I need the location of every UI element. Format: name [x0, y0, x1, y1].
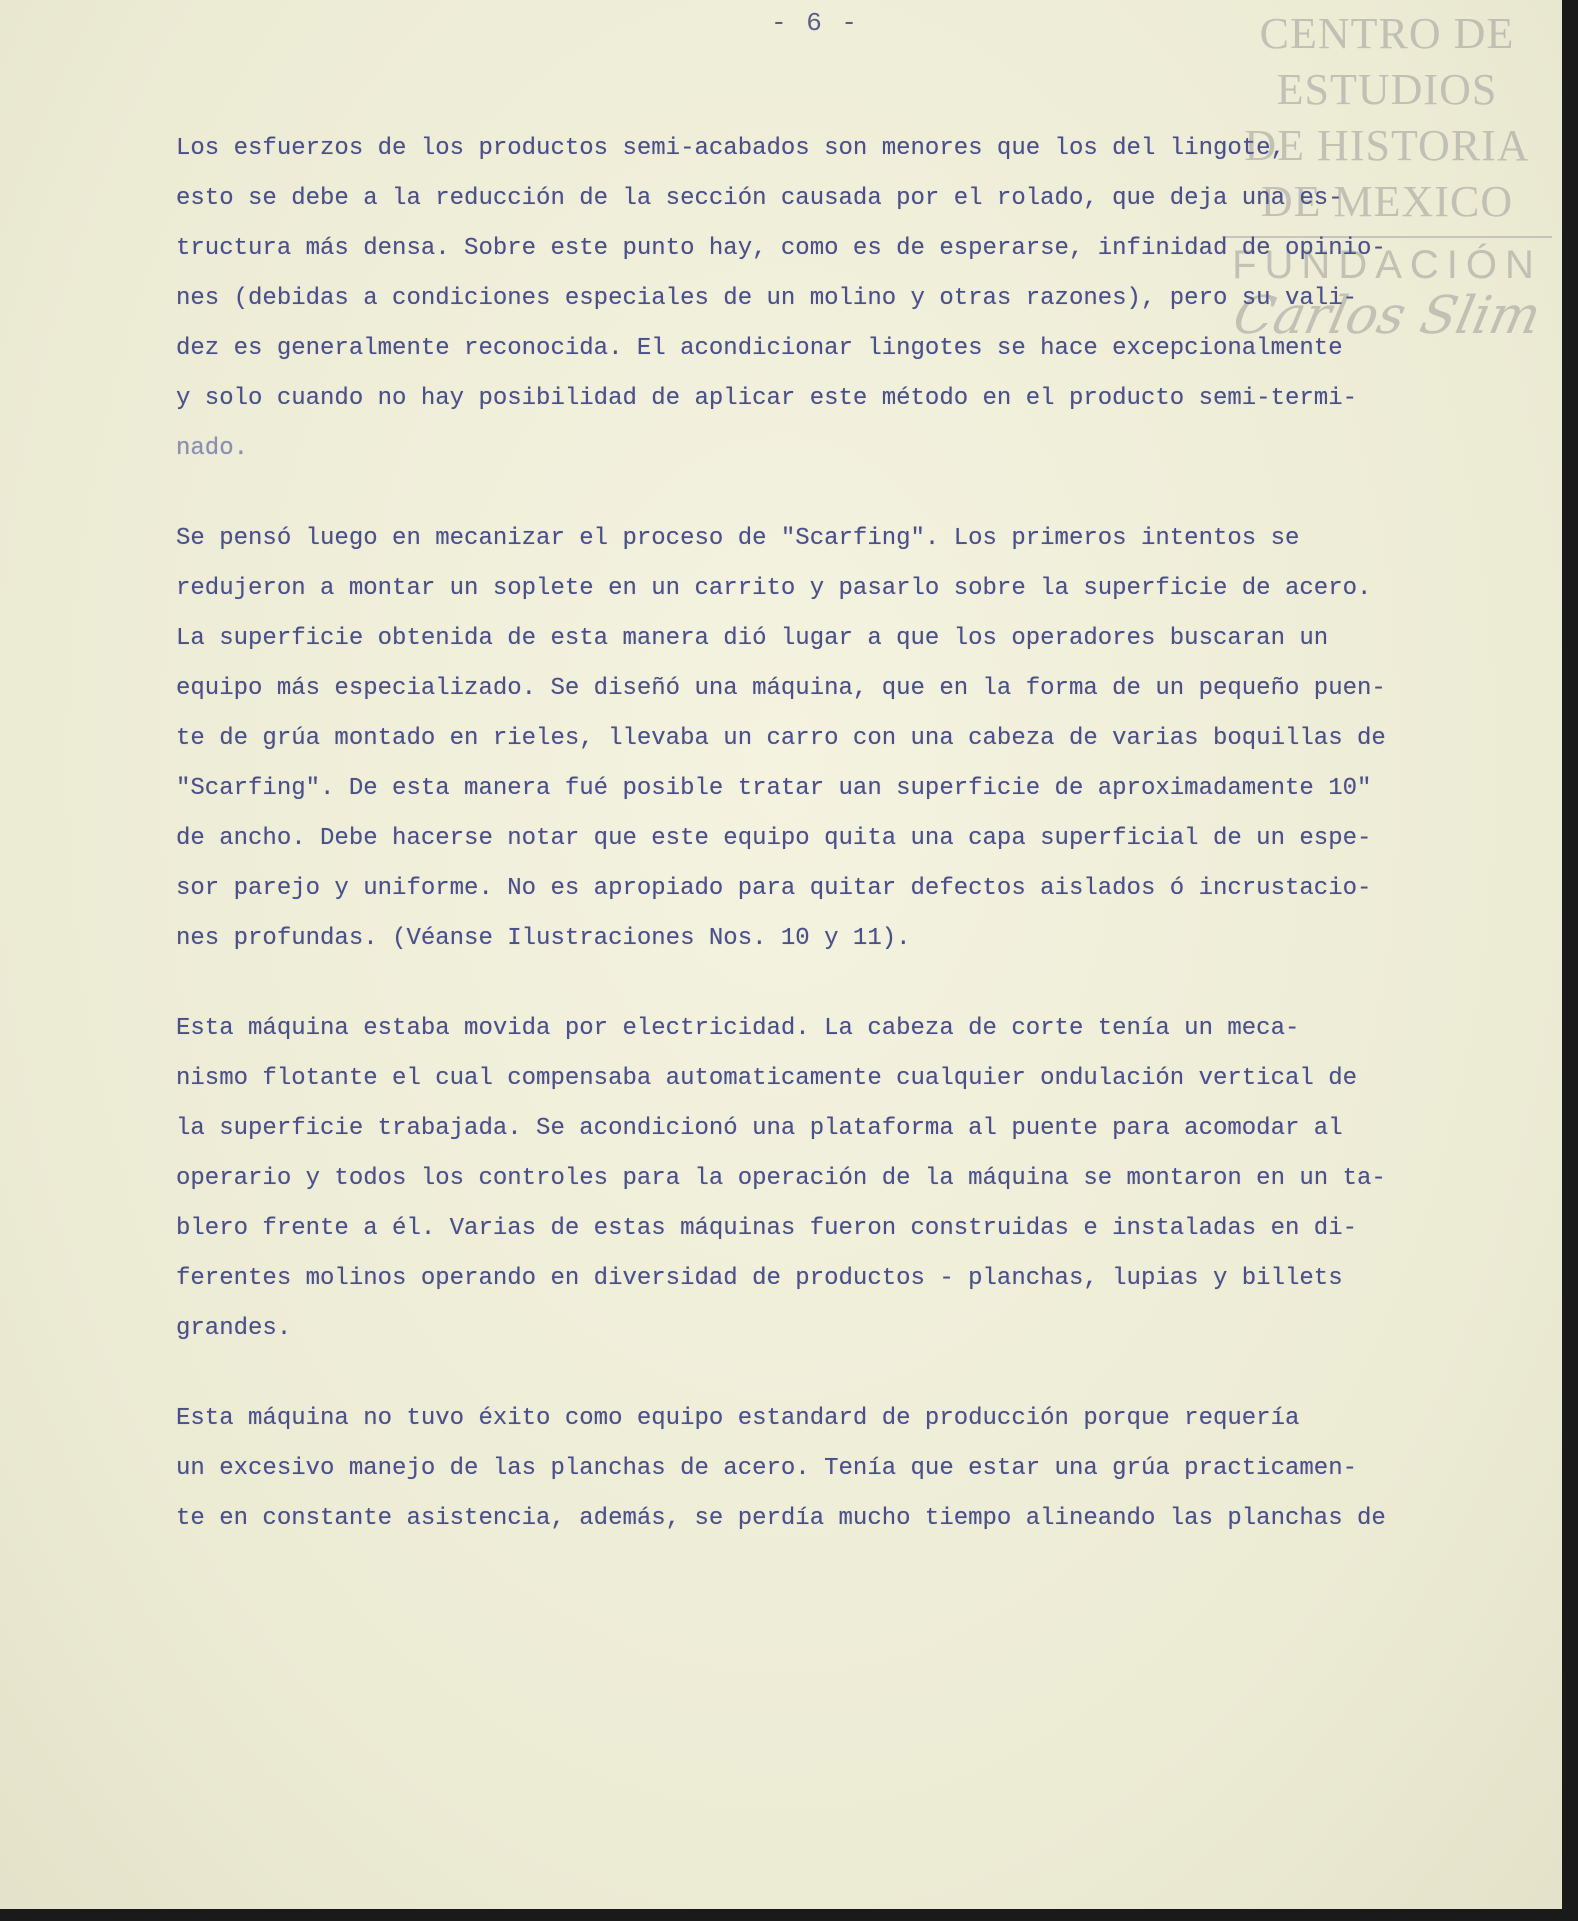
page-number: - 6 -: [770, 8, 859, 38]
watermark-line-2: ESTUDIOS: [1276, 65, 1498, 114]
text-line: Los esfuerzos de los productos semi-acabados son menores que los del lingote,: [176, 135, 1285, 162]
paragraph-4: [176, 1394, 1486, 1544]
text-line: nado.: [176, 435, 249, 462]
text-line: nes profundas. (Véanse Ilustraciones Nos. 10 y 11).: [176, 925, 911, 952]
text-line: y solo cuando no hay posibilidad de aplicar este método en el producto semi-termi-: [176, 385, 1357, 412]
text-line: tructura más densa. Sobre este punto hay, como es de esperarse, infinidad de opinio-: [176, 235, 1386, 262]
paragraph-2: [176, 514, 1486, 964]
text-line: equipo más especializado. Se diseñó una máquina, que en la forma de un pequeño puen-: [176, 675, 1386, 702]
text-line: nes (debidas a condiciones especiales de un molino y otras razones), pero su vali-: [176, 285, 1357, 312]
paragraph-1: [176, 124, 1486, 474]
text-line: La superficie obtenida de esta manera dió lugar a que los operadores buscaran un: [176, 625, 1329, 652]
watermark-signature: Carlos Slim: [1228, 286, 1546, 346]
text-line: un excesivo manejo de las planchas de acero. Tenía que estar una grúa practicamen-: [176, 1455, 1357, 1482]
watermark-line-4: DE MEXICO: [1260, 177, 1514, 226]
text-line: te en constante asistencia, además, se perdía mucho tiempo alineando las planchas de: [176, 1505, 1386, 1532]
paragraph-3: [176, 1004, 1486, 1354]
text-line: ferentes molinos operando en diversidad de productos - planchas, lupias y billets: [176, 1265, 1343, 1292]
watermark-line-3: DE HISTORIA: [1244, 121, 1530, 170]
text-line: Esta máquina no tuvo éxito como equipo estandard de producción porque requería: [176, 1405, 1300, 1432]
text-line: grandes.: [176, 1315, 292, 1342]
text-line: la superficie trabajada. Se acondicionó una plataforma al puente para acomodar al: [176, 1115, 1343, 1142]
watermark-line-1: CENTRO DE: [1259, 9, 1515, 58]
watermark-fundacion: FUNDACIÓN: [1232, 243, 1542, 287]
text-line: dez es generalmente reconocida. El acondicionar lingotes se hace excepcionalmente: [176, 335, 1343, 362]
text-line: Se pensó luego en mecanizar el proceso de "Scarfing". Los primeros intentos se: [176, 525, 1300, 552]
text-line: te de grúa montado en rieles, llevaba un carro con una cabeza de varias boquillas de: [176, 725, 1386, 752]
text-line: Esta máquina estaba movida por electricidad. La cabeza de corte tenía un meca-: [176, 1015, 1300, 1042]
text-line: nismo flotante el cual compensaba automaticamente cualquier ondulación vertical de: [176, 1065, 1357, 1092]
document-body: [176, 124, 1486, 1544]
text-line: de ancho. Debe hacerse notar que este equipo quita una capa superficial de un espe-: [176, 825, 1372, 852]
text-line: redujeron a montar un soplete en un carrito y pasarlo sobre la superficie de acero.: [176, 575, 1372, 602]
text-line: operario y todos los controles para la operación de la máquina se montaron en un ta-: [176, 1165, 1386, 1192]
text-line: esto se debe a la reducción de la sección causada por el rolado, que deja una es-: [176, 185, 1343, 212]
text-line: sor parejo y uniforme. No es apropiado para quitar defectos aislados ó incrustacio-: [176, 875, 1372, 902]
text-line: blero frente a él. Varias de estas máquinas fueron construidas e instaladas en di-: [176, 1215, 1357, 1242]
text-line: "Scarfing". De esta manera fué posible tratar uan superficie de aproximadamente 10": [176, 775, 1372, 802]
